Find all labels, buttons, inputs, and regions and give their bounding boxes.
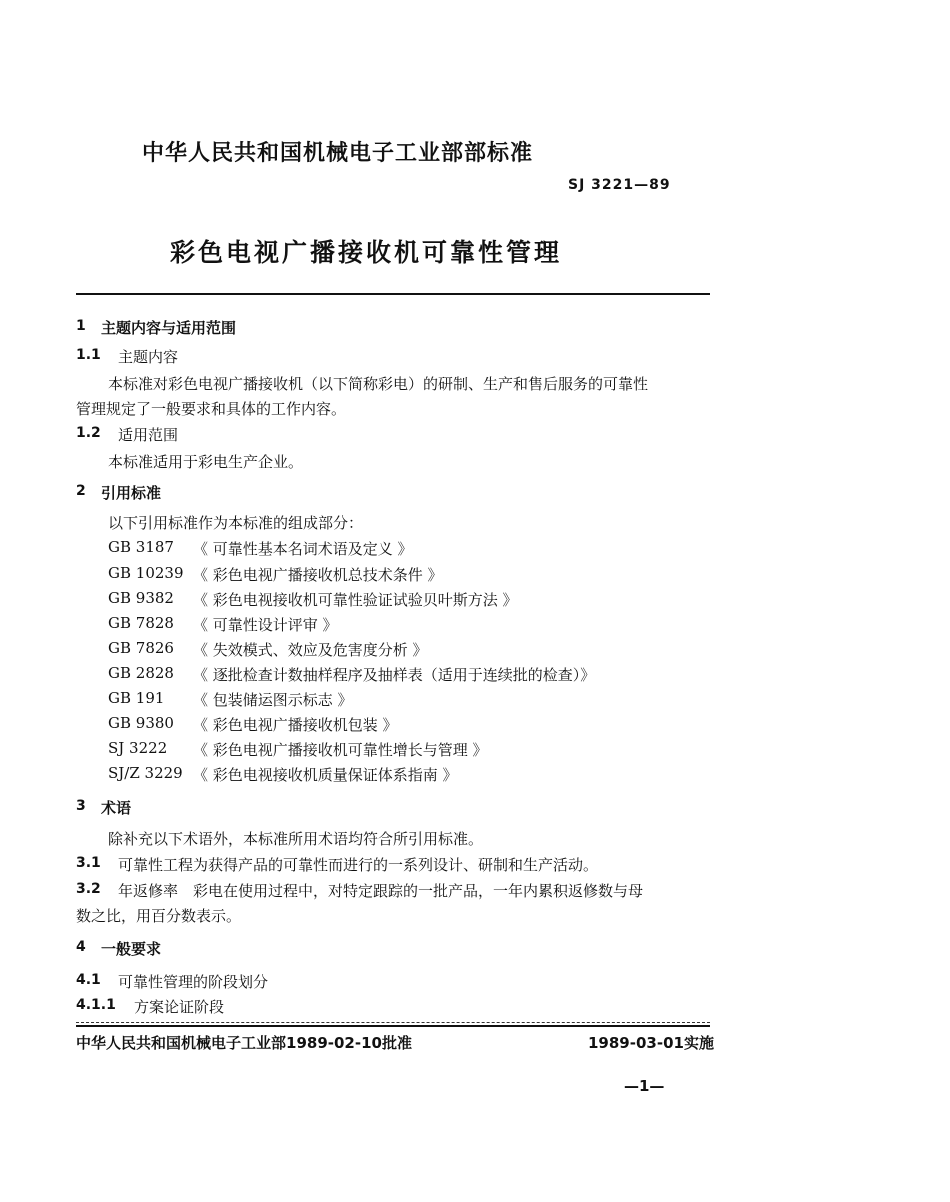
reference-title: 《 失效模式、效应及危害度分析 》 bbox=[193, 641, 428, 659]
reference-title: 《 彩色电视广播接收机可靠性增长与管理 》 bbox=[193, 741, 488, 759]
section-3-title: 术语 bbox=[101, 799, 132, 817]
section-1-2-title: 适用范围 bbox=[118, 426, 179, 444]
section-2-intro: 以下引用标准作为本标准的组成部分： bbox=[108, 514, 364, 532]
section-4-1-title: 可靠性管理的阶段划分 bbox=[118, 973, 269, 991]
reference-title: 《 彩色电视广播接收机包装 》 bbox=[193, 716, 398, 734]
reference-code: GB 9382 bbox=[108, 589, 174, 607]
section-4-title: 一般要求 bbox=[101, 940, 162, 958]
reference-title: 《 可靠性设计评审 》 bbox=[193, 616, 338, 634]
footer-rule bbox=[76, 1025, 710, 1027]
section-3-2-line-1: 年返修率 彩电在使用过程中，对特定跟踪的一批产品，一年内累积返修数与母 bbox=[118, 882, 644, 900]
section-2-title: 引用标准 bbox=[101, 484, 162, 502]
reference-code: SJ 3222 bbox=[108, 739, 168, 757]
section-3-1-number: 3.1 bbox=[76, 855, 101, 871]
approval-line: 中华人民共和国机械电子工业部1989-02-10批准 bbox=[76, 1034, 412, 1052]
reference-title: 《 彩色电视接收机质量保证体系指南 》 bbox=[193, 766, 458, 784]
reference-title: 《 可靠性基本名词术语及定义 》 bbox=[193, 540, 413, 558]
section-4-1-1-title: 方案论证阶段 bbox=[134, 998, 225, 1016]
section-1-2-line-1: 本标准适用于彩电生产企业。 bbox=[108, 453, 304, 471]
section-1-1-title: 主题内容 bbox=[118, 348, 179, 366]
section-3-2-number: 3.2 bbox=[76, 881, 101, 897]
reference-code: GB 9380 bbox=[108, 714, 174, 732]
reference-code: GB 7828 bbox=[108, 614, 174, 632]
section-3-number: 3 bbox=[76, 798, 86, 814]
page-number: —1— bbox=[624, 1077, 665, 1095]
header-rule bbox=[76, 293, 710, 295]
ministry-header: 中华人民共和国机械电子工业部部标准 bbox=[142, 141, 534, 166]
reference-code: GB 7826 bbox=[108, 639, 174, 657]
reference-title: 《 包装储运图示标志 》 bbox=[193, 691, 353, 709]
section-1-number: 1 bbox=[76, 318, 86, 334]
footer-rule-dashed bbox=[76, 1022, 710, 1023]
section-1-title: 主题内容与适用范围 bbox=[101, 319, 237, 337]
section-1-1-line-1: 本标准对彩色电视广播接收机（以下简称彩电）的研制、生产和售后服务的可靠性 bbox=[108, 375, 649, 393]
reference-title: 《 逐批检查计数抽样程序及抽样表（适用于连续批的检查）》 bbox=[193, 666, 596, 684]
section-1-1-line-2: 管理规定了一般要求和具体的工作内容。 bbox=[76, 400, 347, 418]
section-2-number: 2 bbox=[76, 483, 86, 499]
section-3-intro: 除补充以下术语外，本标准所用术语均符合所引用标准。 bbox=[108, 830, 484, 848]
section-1-2-number: 1.2 bbox=[76, 425, 101, 441]
section-4-1-1-number: 4.1.1 bbox=[76, 997, 116, 1013]
reference-title: 《 彩色电视广播接收机总技术条件 》 bbox=[193, 566, 443, 584]
reference-code: SJ/Z 3229 bbox=[108, 764, 183, 782]
section-3-2-line-2: 数之比，用百分数表示。 bbox=[76, 907, 242, 925]
document-title: 彩色电视广播接收机可靠性管理 bbox=[170, 238, 563, 267]
reference-code: GB 3187 bbox=[108, 538, 174, 556]
reference-code: GB 191 bbox=[108, 689, 165, 707]
implementation-date: 1989-03-01实施 bbox=[588, 1034, 714, 1052]
reference-code: GB 10239 bbox=[108, 564, 184, 582]
section-3-1-text: 可靠性工程为获得产品的可靠性而进行的一系列设计、研制和生产活动。 bbox=[118, 856, 599, 874]
section-1-1-number: 1.1 bbox=[76, 347, 101, 363]
section-4-number: 4 bbox=[76, 939, 86, 955]
reference-code: GB 2828 bbox=[108, 664, 174, 682]
section-4-1-number: 4.1 bbox=[76, 972, 101, 988]
standard-code: SJ 3221—89 bbox=[568, 177, 671, 193]
reference-title: 《 彩色电视接收机可靠性验证试验贝叶斯方法 》 bbox=[193, 591, 518, 609]
